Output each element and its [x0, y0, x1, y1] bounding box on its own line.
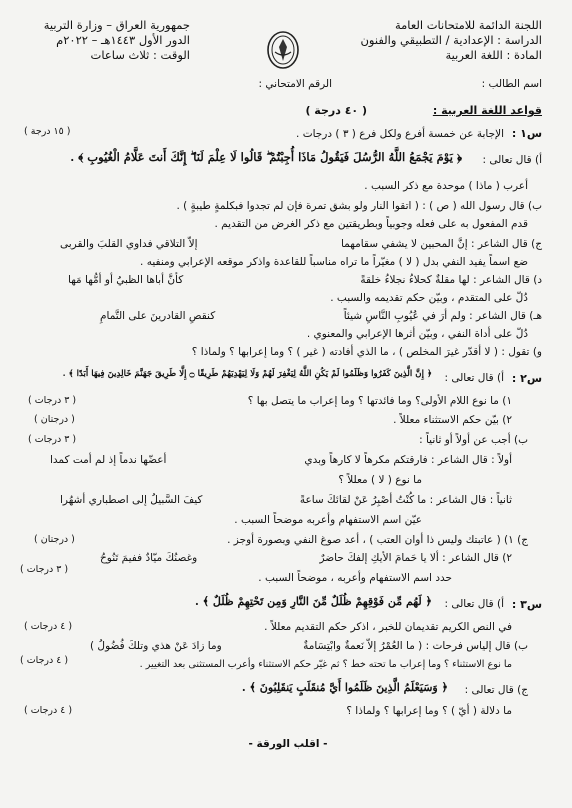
q1-b-line2: قدم المفعول به على فعله وجوبياً وبطريقتين مع ذكر الغرض من التقديم . [214, 218, 528, 230]
q3-c-prefix: ج) قال تعالى : [464, 684, 528, 696]
q2-a-prefix: أ) قال تعالى : [444, 372, 504, 384]
ministry-emblem-icon [266, 30, 300, 70]
q3-a-prefix: أ) قال تعالى : [444, 598, 504, 610]
study-level: الدراسة : الإعدادية / التطبيقي والفنون [360, 33, 542, 47]
q1-intro: الإجابة عن خمسة أفرع ولكل فرع ( ٣ ) درجات . [296, 128, 504, 140]
q1-total-marks: ( ١٥ درجة ) [24, 126, 71, 137]
q2-a2-marks: ( درجتان ) [34, 414, 75, 425]
q3-a-marks: ( ٤ درجات ) [24, 621, 73, 632]
q2-c2-question: حدد اسم الاستفهام وأعربه ، موضحاً السبب . [258, 572, 452, 584]
q1-a-quote: ﴿ يَوْمَ يَجْمَعُ اللَّهُ الرُّسُلَ فَيَقُولُ مَاذَا أُجِبْتُمْ ۖ قَالُوا لَا عِلْمَ لَنَا ۖ إِنَّكَ أَنتَ عَلَّامُ الْغُيُوبِ ﴾ . [70, 150, 462, 164]
turn-page-note: - اقلب الورقة - [248, 738, 328, 750]
section-title: قواعد اللغة العربية : [432, 104, 542, 117]
q2-a1: ١) ما نوع اللام الأولى؟ وما فائدتها ؟ وما إعراب ما يتصل بها ؟ [247, 395, 512, 407]
q2-c2-marks: ( ٣ درجات ) [20, 564, 69, 575]
q1-f-line1: و) تقول : ( لا أقدّر غيرَ المخلص ) ، ما الذي أفادته ( غير ) ؟ وما إعرابها ؟ ولماذا ؟ [191, 346, 542, 358]
q1-e-verse-right: هـ) قال الشاعر : ولم أرَ في عُيُوبِ النَّاسِ شيئاً [343, 310, 542, 322]
q3-b-verse-right: ب) قال إلياس فرحات : ( ما العُمْرُ إلاّ نَعمةٌ وابْتِسَامةٌ [303, 640, 528, 652]
q1-a-prefix: أ) قال تعالى : [482, 154, 542, 166]
q1-c-verse-right: ج) قال الشاعر : إنَّ المحبين لا يشفي سقامهما [340, 238, 542, 250]
exam-session: الدور الأول ١٤٤٣هـ – ٢٠٢٢م [56, 33, 190, 47]
q1-c-line2: ضع اسماً يفيد النفي بدل ( لا ) مغيّراً ما تراه مناسباً للقاعدة واذكر موقعه الإعرابي ومنفيه . [140, 256, 528, 268]
student-name-label: اسم الطالب : [481, 78, 542, 90]
q1-d-verse-left: كأنَّ أباها الظبيُ أو أمُّها مَها [68, 274, 184, 286]
q2-a2: ٢) بيّن حكم الاستثناء معللاً . [393, 414, 512, 426]
q1-d-line2: دُلّ على المتقدم ، وبيّن حكم تقديمه والسبب . [330, 292, 528, 304]
q3-c-quote: ﴿ وَسَيَعْلَمُ الَّذِينَ ظَلَمُوا أَيَّ مُنقَلَبٍ يَنقَلِبُونَ ﴾ . [241, 681, 448, 694]
q1-label: س١ : [511, 127, 542, 140]
q1-e-line2: دُلّ على أداة النفي ، وبيّن أثرها الإعرابي والمعنوي . [306, 328, 528, 340]
q2-c1-marks: ( درجتان ) [34, 534, 75, 545]
q1-c-verse-left: إلاّ التلاقي فداوي القلبَ والقربى [60, 238, 198, 250]
q3-a-quote: ﴿ لَهُم مِّن فَوْقِهِمْ ظُلَلٌ مِّنَ النَّارِ وَمِن تَحْتِهِمْ ظُلَلٌ ﴾ . [194, 595, 432, 608]
subject-name: المادة : اللغة العربية [445, 48, 542, 62]
q2-b2-verse-right: ثانياً : قال الشاعر : ما كُنْتُ أصْبِرُ عَنْ لقائكَ ساعةً [299, 494, 512, 506]
q2-b-marks: ( ٣ درجات ) [28, 434, 77, 445]
q1-b-line1: ب) قال رسول الله ( ص ) : ( اتقوا النار ولو بشق تمرة فإن لم تجدوا فبكلمةٍ طيبةٍ ) . [176, 200, 542, 212]
q1-d-verse-right: د) قال الشاعر : لها مقلةٌ كحلاءُ نجلاءُ خلقةً [360, 274, 542, 286]
q3-a-task: في النص الكريم تقديمان للخبر ، اذكر حكم التقديم معللاً . [264, 621, 512, 633]
q2-a-quote: ﴿ إِنَّ الَّذِينَ كَفَرُوا وَظَلَمُوا لَمْ يَكُنِ اللَّهُ لِيَغْفِرَ لَهُمْ وَلَا لِيَهْدِيَهُمْ طَرِيقًا ۝ إِلَّا طَرِيقَ جَهَنَّمَ خَالِدِينَ فِيهَا أَبَدًا ﴾ . [62, 369, 432, 379]
q2-c1: ج) ١) ( عاتبتك وليس ذا أوان العتب ) ، أعد صوغ النفي وبصورة أوجز . [227, 534, 528, 546]
exam-duration: الوقت : ثلاث ساعات [90, 48, 190, 62]
q2-c2-verse-left: وغصنُكَ ميّادٌ ففيمَ تَنُوحُ [100, 552, 198, 564]
q3-b-verse-left: وما زادَ عَنْ هذي وتلكَ فُضُولُ ) [90, 640, 222, 652]
q1-e-verse-left: كنقصِ القادرينَ على التَّمامِ [100, 310, 216, 322]
ministry-name: جمهورية العراق – وزارة التربية [43, 18, 190, 32]
q2-b1-verse-right: أولاً : قال الشاعر : فارقتكم مكرهاً لا كارهاً وبدي [304, 454, 512, 466]
q3-b-line2: ما نوع الاستثناء ؟ وما إعراب ما تحته خط ؟ ثم غيّر حكم الاستثناء وأعرب المستثنى بعد التغيير . [139, 659, 512, 670]
q3-c-task: ما دلالة ( أيّ ) ؟ وما إعرابها ؟ ولماذا ؟ [346, 705, 512, 717]
q2-a1-marks: ( ٣ درجات ) [28, 395, 77, 406]
q3-c-marks: ( ٤ درجات ) [24, 705, 73, 716]
q2-label: س٢ : [511, 372, 542, 385]
q2-c2-verse-right: ٢) قال الشاعر : ألا يا حَمامَ الأيكِ إلفكَ حاضرٌ [319, 552, 512, 564]
q2-b1-verse-left: أعضّها ندماً إذ لم أمت كمدا [50, 454, 167, 466]
q2-b2-question: عيّن اسم الاستفهام وأعربه موضحاً السبب . [234, 514, 422, 526]
q2-b-intro: ب) أجب عن أولاً أو ثانياً : [419, 434, 528, 446]
q2-b1-question: ما نوع ( لا ) معللاً ؟ [338, 474, 422, 486]
committee-name: اللجنة الدائمة للامتحانات العامة [394, 18, 542, 32]
exam-number-label: الرقم الامتحاني : [258, 78, 332, 90]
q2-b2-verse-left: كيفَ السَّبيلُ إلى اصطباري أشهُرا [60, 494, 203, 506]
section-marks: ( ٤٠ درجة ) [305, 104, 367, 117]
q1-a-task: أعرب ( ماذا ) موحدة مع ذكر السبب . [364, 180, 528, 192]
q3-b-marks: ( ٤ درجات ) [20, 655, 69, 666]
q3-label: س٣ : [511, 598, 542, 611]
